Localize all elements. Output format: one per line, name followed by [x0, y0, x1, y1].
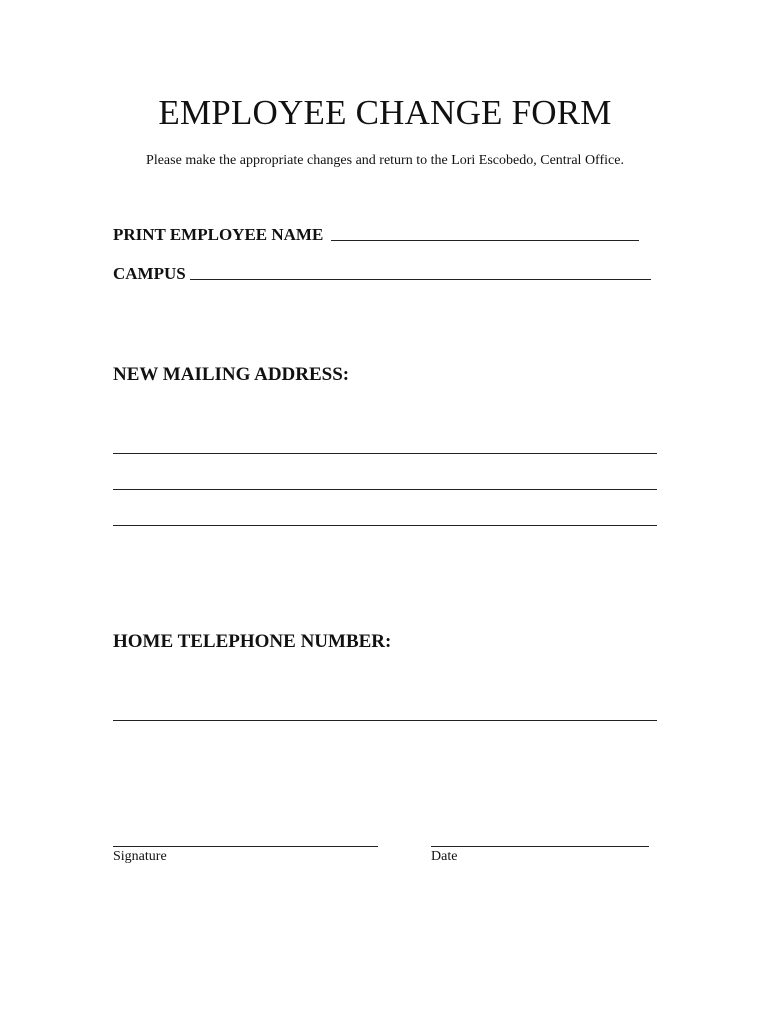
address-line-2-blank[interactable] — [113, 489, 657, 490]
campus-label: CAMPUS — [113, 264, 186, 283]
date-blank[interactable] — [431, 846, 649, 847]
address-line-1-blank[interactable] — [113, 453, 657, 454]
form-instructions: Please make the appropriate changes and return to the Lori Escobedo, Central Office. — [146, 153, 624, 168]
mailing-address-heading: NEW MAILING ADDRESS: — [113, 364, 350, 385]
date-label: Date — [431, 849, 458, 864]
campus-field — [113, 264, 651, 284]
home-phone-heading: HOME TELEPHONE NUMBER: — [113, 631, 392, 652]
home-phone-blank[interactable] — [113, 720, 657, 721]
employee-name-blank[interactable] — [331, 226, 639, 241]
signature-label: Signature — [113, 849, 167, 864]
form-title: EMPLOYEE CHANGE FORM — [158, 93, 612, 132]
address-line-3-blank[interactable] — [113, 525, 657, 526]
campus-blank[interactable] — [190, 265, 651, 280]
signature-blank[interactable] — [113, 846, 378, 847]
employee-name-label: PRINT EMPLOYEE NAME — [113, 225, 324, 244]
employee-name-field — [113, 225, 639, 245]
